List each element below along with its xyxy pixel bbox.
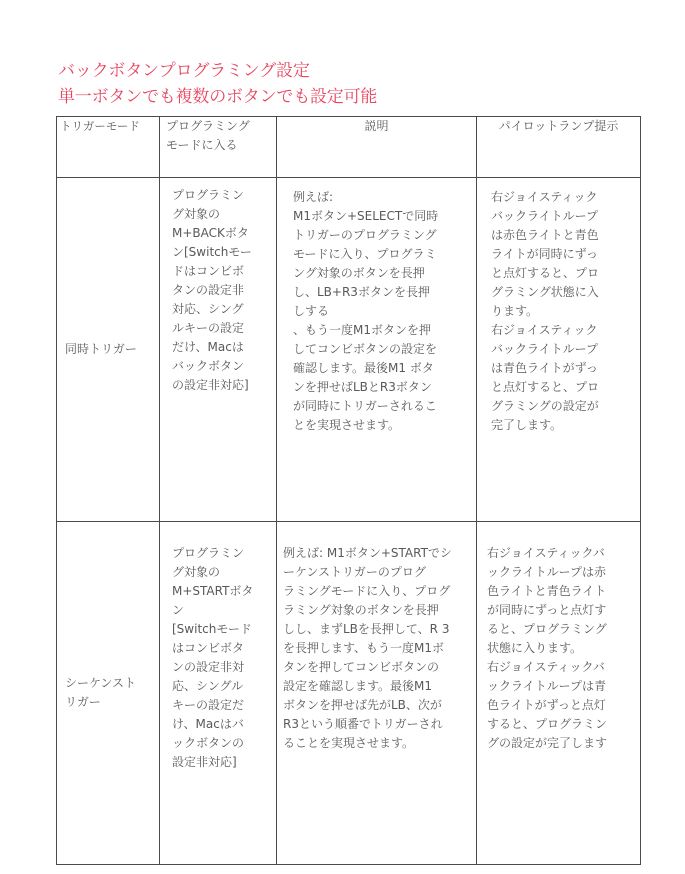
cell-text-line: ンの設定非対	[172, 660, 245, 674]
cell-text-line: R3という順番でトリガーされ	[283, 717, 443, 731]
cell-text-line: ックライトループは青	[487, 679, 607, 693]
cell-text-line: ン	[172, 603, 185, 617]
cell-text-line: はコンビボタ	[172, 641, 245, 655]
cell-text-line: は赤色ライトと青色	[491, 228, 599, 242]
cell-text-line: タンの設定非	[172, 283, 245, 297]
cell-text-line: M1ボタン+SELECTで同時	[293, 209, 439, 223]
cell-indicator-sequence	[477, 522, 641, 865]
page-subtitle: 単一ボタンでも複数のボタンでも設定可能	[58, 87, 378, 107]
cell-text-line: ることを実現させます。	[283, 736, 415, 750]
cell-enter-simultaneous	[160, 178, 277, 522]
cell-text-line: 右ジョイスティック	[491, 190, 598, 204]
cell-text-line: を長押します、もう一度M1ボ	[283, 641, 445, 655]
cell-text-line: グラミングの設定が	[491, 399, 599, 413]
cell-text-line: グ対象の	[172, 565, 221, 579]
cell-text-line: ると、プログラミング	[487, 622, 607, 636]
cell-text-line: ドはコンビボ	[172, 264, 245, 278]
cell-text-line: タンを押してコンビボタンの	[283, 660, 440, 674]
cell-text-line: モードに入り、プログラミ	[293, 247, 437, 261]
cell-text-line: グラミング状態に入	[491, 285, 599, 299]
cell-text-line: ンを押せばLBとR3ボタン	[293, 380, 432, 394]
cell-text-line: トリガーモード	[60, 119, 140, 133]
cell-text-line: 設定を確認します。最後M1	[283, 679, 433, 693]
cell-text-line: ボタンを押せば先がLB、次が	[283, 698, 442, 712]
cell-text-line: し、LB+R3ボタンを長押	[293, 285, 430, 299]
cell-text-line: してコンビボタンの設定を	[293, 342, 438, 356]
cell-text-line: バックライトループ	[491, 209, 599, 223]
header-enter-programming	[160, 117, 277, 178]
page-title: バックボタンプログラミング設定	[58, 61, 310, 81]
table-row-sequence	[57, 522, 641, 865]
cell-text-line: M+BACKボタ	[172, 226, 249, 240]
header-trigger-mode	[57, 117, 160, 178]
cell-text-line: 色ライトがずっと点灯	[487, 698, 606, 712]
cell-text-line: と点灯すると、プロ	[491, 266, 600, 280]
cell-text-line: が同時にトリガーされるこ	[293, 399, 437, 413]
cell-text-line: ります。	[491, 304, 539, 318]
cell-text-line: シーケンスト	[65, 676, 137, 690]
settings-table	[56, 116, 641, 865]
cell-text-line: ックボタンの	[172, 736, 245, 750]
cell-text-line: 右ジョイスティック	[491, 323, 598, 337]
cell-text-line: ン[Switchモー	[172, 245, 252, 259]
cell-text-line: 右ジョイスティックバ	[487, 546, 605, 560]
cell-text-line: グの設定が完了します	[487, 736, 608, 750]
table-row-simultaneous	[57, 178, 641, 522]
header-description	[277, 117, 477, 178]
cell-text-line: プログラミング	[166, 119, 250, 133]
cell-text-line: と点灯すると、プロ	[491, 380, 600, 394]
cell-text-line: ラミングモードに入り、プログ	[283, 584, 451, 598]
cell-text-line: プログラミン	[172, 188, 245, 202]
cell-description-simultaneous	[277, 178, 477, 522]
cell-text-line: キーの設定だ	[172, 698, 245, 712]
cell-text-line: ライトが同時にずっ	[491, 247, 598, 261]
cell-text-line: しし、まずLBを長押して、R 3	[283, 622, 450, 636]
cell-text-line: モードに入る	[166, 138, 238, 152]
row-label-sequence	[57, 522, 160, 865]
cell-text-line: バックボタン	[172, 359, 245, 373]
cell-text-line: すると、プログラミン	[487, 717, 608, 731]
cell-text-line: グ対象の	[172, 207, 221, 221]
cell-text-line: プログラミン	[172, 546, 245, 560]
cell-text-line: だけ、Macは	[172, 340, 244, 354]
cell-text-line: 、もう一度M1ボタンを押	[293, 323, 431, 337]
cell-text-line: 完了します。	[491, 418, 563, 432]
cell-text-line: ーケンストリガーのプログ	[283, 565, 426, 579]
cell-text-line: は青色ライトがずっ	[491, 361, 598, 375]
cell-text-line: 例えば: M1ボタン+STARTでシ	[283, 546, 452, 560]
cell-text-line: 右ジョイスティックバ	[487, 660, 605, 674]
cell-text-line: [Switchモード	[172, 622, 252, 636]
cell-text-line: 設定非対応]	[172, 755, 237, 769]
cell-text-line: が同時にずっと点灯す	[487, 603, 607, 617]
cell-text-line: 状態に入ります。	[487, 641, 583, 655]
cell-text-line: しする	[293, 304, 330, 318]
cell-text-line: 同時トリガー	[65, 342, 137, 356]
cell-text-line: 確認します。最後M1 ボタ	[293, 361, 434, 375]
cell-text-line: バックライトループ	[491, 342, 599, 356]
cell-text-line: 対応、シング	[172, 302, 244, 316]
cell-text-line: 応、シングル	[172, 679, 244, 693]
cell-text-line: ルキーの設定	[172, 321, 245, 335]
cell-text-line: 例えば:	[293, 190, 334, 204]
cell-text-line: ング対象のボタンを長押	[293, 266, 425, 280]
cell-text-line: リガー	[65, 695, 101, 709]
cell-text-line: 色ライトと青色ライト	[487, 584, 607, 598]
cell-text-line: の設定非対応]	[172, 378, 249, 392]
cell-description-sequence	[277, 522, 477, 865]
table-header-row	[57, 117, 641, 178]
cell-text-line: トリガーのプログラミング	[293, 228, 437, 242]
row-label-simultaneous	[57, 178, 160, 522]
cell-text-line: け、Macはバ	[172, 717, 244, 731]
cell-text-line: パイロットランプ提示	[498, 119, 619, 133]
header-indicator	[477, 117, 641, 178]
cell-text-line: ラミング対象のボタンを長押	[283, 603, 439, 617]
cell-text-line: M+STARTボタ	[172, 584, 254, 598]
cell-enter-sequence	[160, 522, 277, 865]
cell-text-line: とを実現させます。	[293, 418, 401, 432]
cell-text-line: 説明	[364, 119, 389, 133]
cell-text-line: ックライトループは赤	[487, 565, 607, 579]
cell-indicator-simultaneous	[477, 178, 641, 522]
